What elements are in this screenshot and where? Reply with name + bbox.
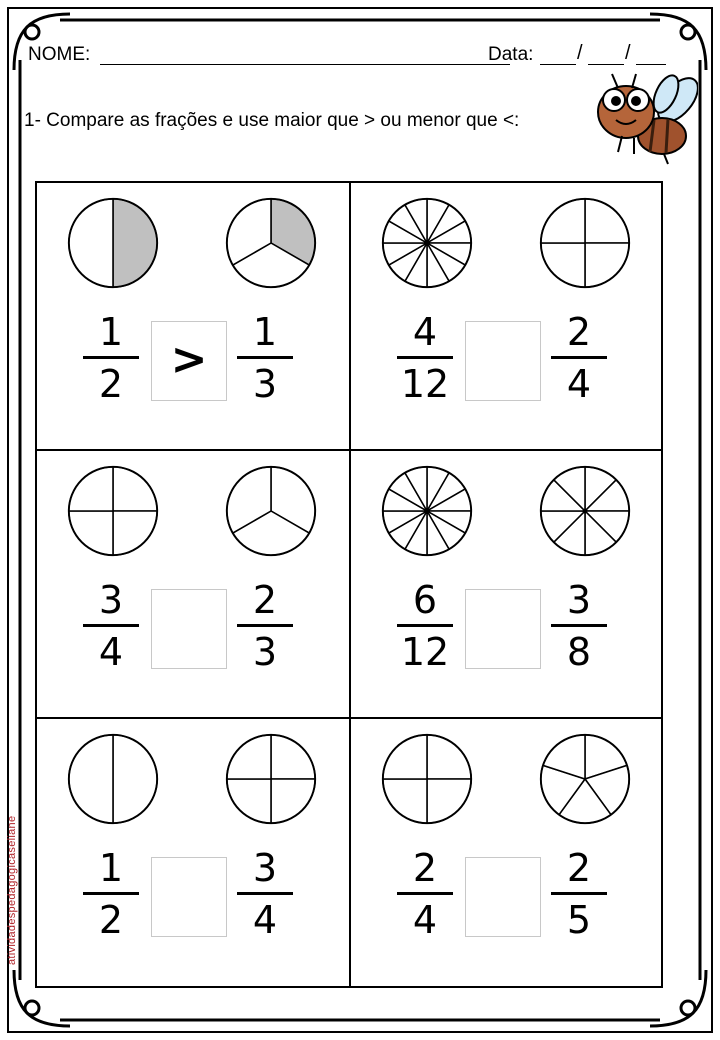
pie-slice (69, 199, 113, 287)
watermark: atividadespedagogicaseliane (6, 815, 18, 965)
student-header (28, 42, 688, 72)
comparison-answer-box[interactable] (465, 589, 541, 669)
fraction-left (393, 311, 457, 405)
denominator: 12 (400, 629, 450, 674)
numerator: 2 (412, 846, 438, 890)
fraction-right (547, 847, 611, 941)
fraction-bar (237, 892, 293, 895)
fraction-circle-right (223, 195, 319, 291)
numerator: 1 (98, 310, 124, 354)
numerator: 4 (412, 310, 438, 354)
comparison-answer-box[interactable] (151, 857, 227, 937)
fraction-circle-right (537, 463, 633, 559)
pie-slice (113, 199, 157, 287)
numerator: 1 (98, 846, 124, 890)
pie-slice (113, 735, 157, 823)
comparison-answer-box[interactable] (465, 857, 541, 937)
denominator: 3 (252, 629, 278, 674)
comparison-answer-box[interactable]: > (151, 321, 227, 401)
fraction-circle-left (65, 463, 161, 559)
fraction-right (233, 579, 297, 673)
exercise-cell (351, 183, 661, 451)
exercise-grid (35, 181, 663, 988)
fraction-circle-left (379, 463, 475, 559)
denominator: 3 (252, 361, 278, 406)
fraction-circle-left (379, 195, 475, 291)
instruction-text: 1- Compare as frações e use maior que > ou menor que <: (24, 110, 520, 131)
fraction-bar (397, 892, 453, 895)
fraction-right (547, 579, 611, 673)
fraction-bar (551, 892, 607, 895)
fraction-circle-right (537, 195, 633, 291)
denominator: 4 (252, 897, 278, 942)
fraction-bar (397, 356, 453, 359)
fraction-circle-left (65, 731, 161, 827)
fraction-left (393, 847, 457, 941)
numerator: 2 (252, 578, 278, 622)
fraction-bar (551, 356, 607, 359)
date-day-field[interactable] (540, 64, 576, 65)
fraction-right (547, 311, 611, 405)
fraction-bar (237, 356, 293, 359)
fraction-circle-right (537, 731, 633, 827)
date-separator: / (577, 42, 583, 64)
date-month-field[interactable] (588, 64, 624, 65)
fraction-bar (397, 624, 453, 627)
denominator: 2 (98, 897, 124, 942)
numerator: 6 (412, 578, 438, 622)
denominator: 4 (566, 361, 592, 406)
pie-slice (69, 735, 113, 823)
fraction-circle-right (223, 463, 319, 559)
fraction-right (233, 311, 297, 405)
date-year-field[interactable] (636, 64, 666, 65)
denominator: 4 (412, 897, 438, 942)
date-separator: / (625, 42, 631, 64)
fraction-left (79, 311, 143, 405)
numerator: 3 (252, 846, 278, 890)
fraction-bar (551, 624, 607, 627)
name-field[interactable] (100, 64, 510, 65)
exercise-cell (37, 183, 351, 451)
numerator: 3 (98, 578, 124, 622)
numerator: 3 (566, 578, 592, 622)
exercise-cell (351, 451, 661, 719)
fraction-bar (83, 892, 139, 895)
denominator: 2 (98, 361, 124, 406)
exercise-cell (37, 719, 351, 986)
fraction-left (79, 579, 143, 673)
fraction-circle-right (223, 731, 319, 827)
fraction-bar (237, 624, 293, 627)
exercise-cell (37, 451, 351, 719)
numerator: 2 (566, 310, 592, 354)
name-label: NOME: (28, 44, 91, 65)
denominator: 12 (400, 361, 450, 406)
fraction-bar (83, 624, 139, 627)
fraction-circle-left (65, 195, 161, 291)
fraction-bar (83, 356, 139, 359)
comparison-answer-box[interactable] (465, 321, 541, 401)
denominator: 4 (98, 629, 124, 674)
fraction-right (233, 847, 297, 941)
date-label: Data: (488, 44, 534, 65)
comparison-answer-box[interactable] (151, 589, 227, 669)
fraction-left (79, 847, 143, 941)
denominator: 8 (566, 629, 592, 674)
fraction-circle-left (379, 731, 475, 827)
numerator: 2 (566, 846, 592, 890)
numerator: 1 (252, 310, 278, 354)
fraction-left (393, 579, 457, 673)
exercise-cell (351, 719, 661, 986)
bee-icon (588, 70, 698, 170)
denominator: 5 (566, 897, 592, 942)
